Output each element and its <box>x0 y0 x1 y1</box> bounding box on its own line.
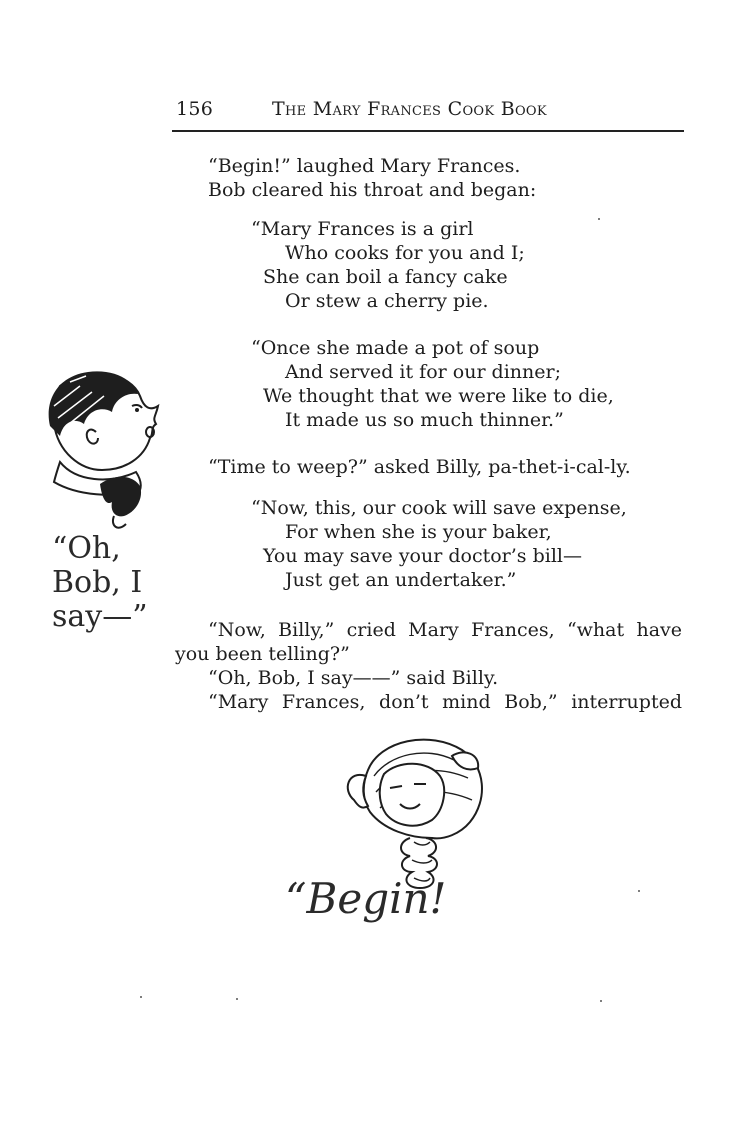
print-speck <box>236 998 238 1000</box>
verse-line: It made us so much thinner.” <box>285 409 564 431</box>
verse-line: We thought that we were like to die, <box>263 385 614 407</box>
verse-line: “Mary Frances is a girl <box>251 218 474 240</box>
boy-caption <box>52 532 148 634</box>
text-line: “Oh, Bob, I say——” said Billy. <box>208 667 499 689</box>
print-speck <box>598 218 600 220</box>
text-line: Bob cleared his throat and began: <box>208 179 537 201</box>
verse-line: You may save your doctor’s bill— <box>263 545 582 567</box>
boy-illustration <box>40 366 170 536</box>
print-speck <box>638 890 640 892</box>
verse-line: “Now, this, our cook will save expense, <box>251 497 627 519</box>
verse-line: And served it for our dinner; <box>285 361 562 383</box>
boy-caption-line: say—” <box>52 599 148 634</box>
verse-line: “Once she made a pot of soup <box>251 337 540 359</box>
text-line: “Mary Frances, don’t mind Bob,” interrupted <box>208 691 682 713</box>
verse-line: Or stew a cherry pie. <box>285 290 489 312</box>
running-title: The Mary Frances Cook Book <box>272 98 547 120</box>
header-rule <box>172 130 684 132</box>
text-line: you been telling?” <box>175 643 350 665</box>
text-line: “Begin!” laughed Mary Frances. <box>208 155 521 177</box>
verse-line: She can boil a fancy cake <box>263 266 508 288</box>
boy-caption-line: “Oh, <box>52 531 121 566</box>
page-number: 156 <box>176 98 214 120</box>
text-line: “Now, Billy,” cried Mary Frances, “what have <box>208 619 682 641</box>
print-speck <box>140 996 142 998</box>
verse-line: Just get an undertaker.” <box>285 569 517 591</box>
print-speck <box>600 1000 602 1002</box>
verse-line: Who cooks for you and I; <box>285 242 525 264</box>
girl-caption: “Begin! <box>285 874 447 923</box>
verse-line: For when she is your baker, <box>285 521 552 543</box>
text-line: “Time to weep?” asked Billy, pa-thet-i-cal-ly. <box>208 456 631 478</box>
boy-caption-line: Bob, I <box>52 565 143 600</box>
